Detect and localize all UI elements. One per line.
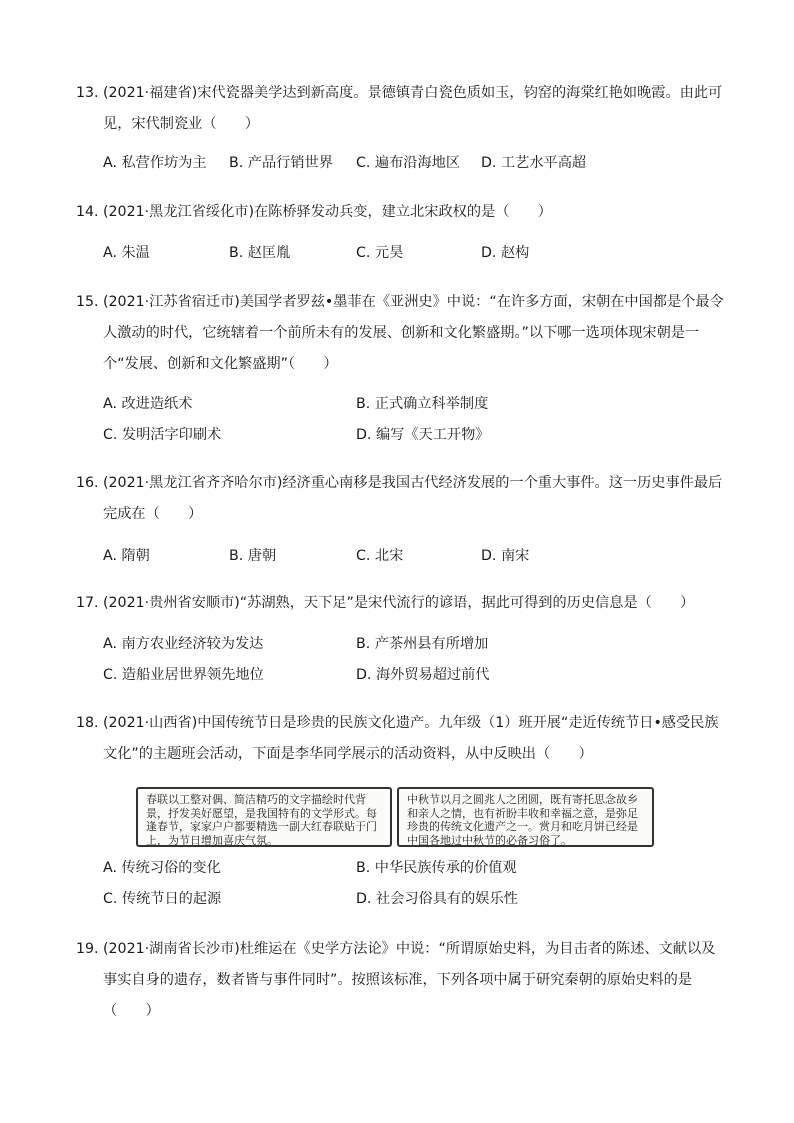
question-number: 14.: [76, 204, 99, 220]
option-b[interactable]: B. 正式确立科举制度: [356, 396, 489, 412]
festival-material-figure: [136, 787, 654, 853]
question-stem: [76, 197, 726, 228]
question-text: (2021·湖南省长沙市)杜维运在《史学方法论》中说：“所谓原始史料，为目击者的陈述、文献以及事实自身的遗存，数者皆与事件同时”。按照该标准，下列各项中属于研究秦朝的原始史料的是（ ）: [103, 941, 716, 1019]
question-13: [76, 78, 726, 140]
option-a[interactable]: A. 南方农业经济较为发达: [103, 636, 264, 652]
option-c[interactable]: C. 北宋: [356, 548, 404, 564]
option-d[interactable]: D. 工艺水平高超: [481, 155, 587, 171]
option-d[interactable]: D. 海外贸易超过前代: [356, 667, 490, 683]
question-number: 16.: [76, 475, 99, 491]
option-c[interactable]: C. 遍布沿海地区: [356, 155, 461, 171]
question-text: (2021·黑龙江省绥化市)在陈桥驿发动兵变，建立北宋政权的是（ ）: [103, 204, 552, 220]
option-b[interactable]: B. 赵匡胤: [229, 245, 291, 261]
spring-couplet-panel: 春联以工整对偶、简洁精巧的文字描绘时代背景，抒发美好愿望，是我国特有的文学形式。每逢春节，家家户户都要精选一副大红春联贴于门上，为节日增加喜庆气氛。: [136, 787, 392, 847]
option-d[interactable]: D. 赵构: [481, 245, 530, 261]
question-15: [76, 287, 726, 380]
option-b[interactable]: B. 产茶州县有所增加: [356, 636, 489, 652]
question-number: 13.: [76, 85, 99, 101]
question-stem: [76, 287, 726, 380]
question-number: 18.: [76, 715, 99, 731]
option-a[interactable]: A. 私营作坊为主: [103, 155, 207, 171]
question-stem: [76, 468, 726, 530]
question-14: [76, 197, 726, 228]
question-number: 15.: [76, 294, 99, 310]
question-19: [76, 934, 726, 1027]
question-text: (2021·山西省)中国传统节日是珍贵的民族文化遗产。九年级（1）班开展“走近传统节日•感受民族文化”的主题班会活动，下面是李华同学展示的活动资料，从中反映出（ ）: [103, 715, 719, 762]
question-number: 19.: [76, 941, 99, 957]
question-stem: [76, 78, 726, 140]
question-stem: [76, 588, 726, 619]
question-stem: [76, 934, 726, 1027]
question-17: [76, 588, 726, 619]
question-16: [76, 468, 726, 530]
option-a[interactable]: A. 朱温: [103, 245, 150, 261]
option-a[interactable]: A. 改进造纸术: [103, 396, 193, 412]
question-text: (2021·江苏省宿迁市)美国学者罗兹•墨菲在《亚洲史》中说：“在许多方面，宋朝在中国都是个最令人激动的时代，它统辖着一个前所未有的发展、创新和文化繁盛期。”以下哪一选项体现宋朝是一个“发展、创新和文化繁盛期”（ ）: [103, 294, 724, 372]
question-18: [76, 708, 726, 770]
mid-autumn-panel: 中秋节以月之圆兆人之团圆，既有寄托思念故乡和亲人之情，也有祈盼丰收和幸福之意，是弥足珍贵的传统文化遗产之一。赏月和吃月饼已经是中国各地过中秋节的必备习俗了。: [397, 787, 654, 847]
option-c[interactable]: C. 造船业居世界领先地位: [103, 667, 264, 683]
option-a[interactable]: A. 隋朝: [103, 548, 150, 564]
option-d[interactable]: D. 南宋: [481, 548, 530, 564]
option-d[interactable]: D. 社会习俗具有的娱乐性: [356, 891, 518, 907]
option-a[interactable]: A. 传统习俗的变化: [103, 860, 221, 876]
option-c[interactable]: C. 元昊: [356, 245, 404, 261]
question-text: (2021·福建省)宋代瓷器美学达到新高度。景德镇青白瓷色质如玉，钧窑的海棠红艳如晚霞。由此可见，宋代制瓷业（ ）: [103, 85, 723, 132]
option-b[interactable]: B. 中华民族传承的价值观: [356, 860, 517, 876]
question-text: (2021·黑龙江省齐齐哈尔市)经济重心南移是我国古代经济发展的一个重大事件。这一历史事件最后完成在（ ）: [103, 475, 723, 522]
option-b[interactable]: B. 唐朝: [229, 548, 277, 564]
option-c[interactable]: C. 传统节日的起源: [103, 891, 222, 907]
question-stem: [76, 708, 726, 770]
option-c[interactable]: C. 发明活字印刷术: [103, 427, 222, 443]
question-number: 17.: [76, 595, 99, 611]
option-b[interactable]: B. 产品行销世界: [229, 155, 333, 171]
option-d[interactable]: D. 编写《天工开物》: [356, 427, 490, 443]
question-text: (2021·贵州省安顺市)“苏湖熟，天下足”是宋代流行的谚语，据此可得到的历史信息是（ ）: [103, 595, 695, 611]
